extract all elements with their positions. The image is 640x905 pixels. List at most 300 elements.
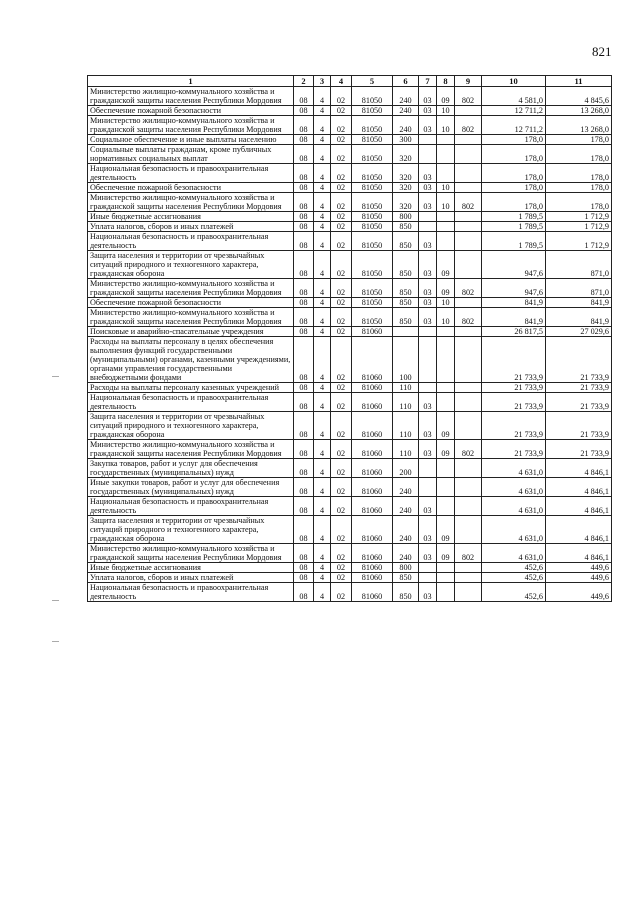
cell-expense-type: 850 bbox=[393, 583, 419, 602]
cell-code-4: 02 bbox=[331, 478, 352, 497]
cell-target-code: 81060 bbox=[352, 563, 393, 573]
cell-amount-year-2: 1 712,9 bbox=[546, 232, 612, 251]
cell-amount-year-1: 841,9 bbox=[482, 298, 546, 308]
cell-subsection: 10 bbox=[437, 183, 455, 193]
cell-expense-type bbox=[393, 327, 419, 337]
cell-amount-year-1: 178,0 bbox=[482, 145, 546, 164]
cell-amount-year-2: 4 846,1 bbox=[546, 544, 612, 563]
table-row bbox=[88, 478, 612, 497]
cell-subsection: 09 bbox=[437, 544, 455, 563]
cell-code-4: 02 bbox=[331, 583, 352, 602]
cell-name: Защита населения и территории от чрезвычайных ситуаций природного и техногенного характера, гражданская оборона bbox=[88, 516, 294, 544]
cell-amount-year-1: 452,6 bbox=[482, 583, 546, 602]
cell-code-3: 4 bbox=[314, 583, 331, 602]
cell-code-3: 4 bbox=[314, 222, 331, 232]
cell-subsection bbox=[437, 459, 455, 478]
table-row bbox=[88, 583, 612, 602]
cell-section: 03 bbox=[419, 232, 437, 251]
cell-amount-year-1: 26 817,5 bbox=[482, 327, 546, 337]
table-row bbox=[88, 544, 612, 563]
cell-ministry-code: 08 bbox=[294, 87, 314, 106]
cell-amount-year-1: 4 631,0 bbox=[482, 516, 546, 544]
cell-target-code: 81050 bbox=[352, 251, 393, 279]
table-row bbox=[88, 298, 612, 308]
cell-grbs bbox=[455, 327, 482, 337]
cell-grbs bbox=[455, 183, 482, 193]
cell-grbs bbox=[455, 222, 482, 232]
cell-target-code: 81050 bbox=[352, 279, 393, 298]
cell-code-4: 02 bbox=[331, 116, 352, 135]
cell-name: Министерство жилищно-коммунального хозяйства и гражданской защиты населения Республики Мордовия bbox=[88, 193, 294, 212]
cell-amount-year-2: 21 733,9 bbox=[546, 440, 612, 459]
cell-section: 03 bbox=[419, 279, 437, 298]
cell-name: Обеспечение пожарной безопасности bbox=[88, 298, 294, 308]
column-header: 6 bbox=[393, 76, 419, 87]
cell-ministry-code: 08 bbox=[294, 573, 314, 583]
cell-code-3: 4 bbox=[314, 478, 331, 497]
cell-grbs bbox=[455, 164, 482, 183]
cell-code-3: 4 bbox=[314, 383, 331, 393]
cell-expense-type: 800 bbox=[393, 563, 419, 573]
cell-code-4: 02 bbox=[331, 279, 352, 298]
cell-amount-year-2: 178,0 bbox=[546, 193, 612, 212]
cell-target-code: 81060 bbox=[352, 459, 393, 478]
cell-grbs bbox=[455, 145, 482, 164]
cell-amount-year-1: 178,0 bbox=[482, 193, 546, 212]
cell-amount-year-1: 21 733,9 bbox=[482, 440, 546, 459]
cell-code-3: 4 bbox=[314, 116, 331, 135]
cell-grbs: 802 bbox=[455, 116, 482, 135]
cell-section bbox=[419, 383, 437, 393]
cell-amount-year-1: 178,0 bbox=[482, 183, 546, 193]
cell-target-code: 81050 bbox=[352, 87, 393, 106]
cell-expense-type: 100 bbox=[393, 337, 419, 383]
cell-section: 03 bbox=[419, 193, 437, 212]
cell-amount-year-2: 871,0 bbox=[546, 279, 612, 298]
cell-subsection: 09 bbox=[437, 87, 455, 106]
cell-code-3: 4 bbox=[314, 106, 331, 116]
cell-name: Поисковые и аварийно-спасательные учреждения bbox=[88, 327, 294, 337]
cell-name: Национальная безопасность и правоохранительная деятельность bbox=[88, 497, 294, 516]
cell-section: 03 bbox=[419, 393, 437, 412]
cell-amount-year-1: 4 631,0 bbox=[482, 497, 546, 516]
cell-subsection: 10 bbox=[437, 116, 455, 135]
table-row bbox=[88, 383, 612, 393]
cell-target-code: 81060 bbox=[352, 544, 393, 563]
cell-grbs: 802 bbox=[455, 544, 482, 563]
cell-name: Социальные выплаты гражданам, кроме публичных нормативных социальных выплат bbox=[88, 145, 294, 164]
cell-target-code: 81050 bbox=[352, 164, 393, 183]
cell-code-3: 4 bbox=[314, 393, 331, 412]
table-row bbox=[88, 106, 612, 116]
budget-table bbox=[87, 75, 612, 602]
cell-subsection bbox=[437, 135, 455, 145]
cell-grbs bbox=[455, 232, 482, 251]
cell-expense-type: 110 bbox=[393, 440, 419, 459]
cell-amount-year-1: 452,6 bbox=[482, 563, 546, 573]
cell-name: Национальная безопасность и правоохранительная деятельность bbox=[88, 164, 294, 183]
cell-expense-type: 240 bbox=[393, 87, 419, 106]
cell-ministry-code: 08 bbox=[294, 145, 314, 164]
cell-code-3: 4 bbox=[314, 279, 331, 298]
cell-ministry-code: 08 bbox=[294, 544, 314, 563]
cell-amount-year-2: 871,0 bbox=[546, 251, 612, 279]
cell-amount-year-1: 12 711,2 bbox=[482, 106, 546, 116]
cell-name: Уплата налогов, сборов и иных платежей bbox=[88, 573, 294, 583]
column-header: 9 bbox=[455, 76, 482, 87]
cell-expense-type: 850 bbox=[393, 308, 419, 327]
cell-name: Закупка товаров, работ и услуг для обеспечения государственных (муниципальных) нужд bbox=[88, 459, 294, 478]
cell-code-3: 4 bbox=[314, 412, 331, 440]
cell-subsection bbox=[437, 497, 455, 516]
cell-grbs bbox=[455, 106, 482, 116]
cell-amount-year-1: 947,6 bbox=[482, 251, 546, 279]
cell-amount-year-2: 4 846,1 bbox=[546, 497, 612, 516]
margin-mark bbox=[52, 641, 59, 642]
cell-amount-year-1: 4 581,0 bbox=[482, 87, 546, 106]
cell-amount-year-2: 4 846,1 bbox=[546, 478, 612, 497]
cell-target-code: 81050 bbox=[352, 193, 393, 212]
cell-name: Национальная безопасность и правоохранительная деятельность bbox=[88, 393, 294, 412]
cell-subsection: 09 bbox=[437, 412, 455, 440]
cell-code-3: 4 bbox=[314, 145, 331, 164]
cell-ministry-code: 08 bbox=[294, 327, 314, 337]
cell-target-code: 81060 bbox=[352, 516, 393, 544]
table-row bbox=[88, 393, 612, 412]
cell-ministry-code: 08 bbox=[294, 232, 314, 251]
cell-amount-year-1: 12 711,2 bbox=[482, 116, 546, 135]
cell-amount-year-2: 4 846,1 bbox=[546, 459, 612, 478]
cell-code-3: 4 bbox=[314, 573, 331, 583]
cell-section bbox=[419, 337, 437, 383]
table-row bbox=[88, 573, 612, 583]
cell-subsection: 10 bbox=[437, 298, 455, 308]
cell-expense-type: 240 bbox=[393, 544, 419, 563]
cell-target-code: 81050 bbox=[352, 222, 393, 232]
table-row bbox=[88, 327, 612, 337]
cell-section: 03 bbox=[419, 183, 437, 193]
cell-code-3: 4 bbox=[314, 337, 331, 383]
cell-target-code: 81060 bbox=[352, 497, 393, 516]
cell-amount-year-2: 13 268,0 bbox=[546, 116, 612, 135]
column-header: 3 bbox=[314, 76, 331, 87]
cell-amount-year-1: 4 631,0 bbox=[482, 478, 546, 497]
cell-target-code: 81060 bbox=[352, 412, 393, 440]
cell-grbs: 802 bbox=[455, 308, 482, 327]
cell-ministry-code: 08 bbox=[294, 337, 314, 383]
cell-code-4: 02 bbox=[331, 106, 352, 116]
cell-name: Национальная безопасность и правоохранительная деятельность bbox=[88, 232, 294, 251]
column-header: 1 bbox=[88, 76, 294, 87]
cell-section: 03 bbox=[419, 516, 437, 544]
cell-section bbox=[419, 145, 437, 164]
cell-target-code: 81060 bbox=[352, 478, 393, 497]
cell-grbs bbox=[455, 251, 482, 279]
cell-grbs bbox=[455, 212, 482, 222]
cell-name: Национальная безопасность и правоохранительная деятельность bbox=[88, 583, 294, 602]
cell-target-code: 81060 bbox=[352, 383, 393, 393]
cell-amount-year-2: 178,0 bbox=[546, 164, 612, 183]
cell-code-4: 02 bbox=[331, 563, 352, 573]
cell-code-4: 02 bbox=[331, 232, 352, 251]
cell-section: 03 bbox=[419, 251, 437, 279]
cell-code-3: 4 bbox=[314, 308, 331, 327]
cell-amount-year-2: 449,6 bbox=[546, 573, 612, 583]
cell-ministry-code: 08 bbox=[294, 583, 314, 602]
cell-code-3: 4 bbox=[314, 516, 331, 544]
cell-name: Министерство жилищно-коммунального хозяйства и гражданской защиты населения Республики Мордовия bbox=[88, 308, 294, 327]
cell-section bbox=[419, 573, 437, 583]
cell-amount-year-1: 21 733,9 bbox=[482, 412, 546, 440]
cell-code-3: 4 bbox=[314, 193, 331, 212]
cell-amount-year-2: 841,9 bbox=[546, 298, 612, 308]
margin-mark bbox=[52, 376, 59, 377]
cell-expense-type: 320 bbox=[393, 164, 419, 183]
cell-grbs: 802 bbox=[455, 279, 482, 298]
table-header-row bbox=[88, 76, 612, 87]
cell-expense-type: 300 bbox=[393, 135, 419, 145]
cell-subsection bbox=[437, 232, 455, 251]
cell-section bbox=[419, 327, 437, 337]
table-row bbox=[88, 459, 612, 478]
cell-ministry-code: 08 bbox=[294, 298, 314, 308]
cell-ministry-code: 08 bbox=[294, 212, 314, 222]
cell-name: Министерство жилищно-коммунального хозяйства и гражданской защиты населения Республики Мордовия bbox=[88, 544, 294, 563]
cell-grbs bbox=[455, 563, 482, 573]
cell-ministry-code: 08 bbox=[294, 251, 314, 279]
cell-code-3: 4 bbox=[314, 251, 331, 279]
cell-expense-type: 110 bbox=[393, 383, 419, 393]
cell-ministry-code: 08 bbox=[294, 116, 314, 135]
cell-code-3: 4 bbox=[314, 298, 331, 308]
cell-expense-type: 850 bbox=[393, 232, 419, 251]
cell-amount-year-2: 21 733,9 bbox=[546, 412, 612, 440]
cell-amount-year-2: 13 268,0 bbox=[546, 106, 612, 116]
cell-target-code: 81050 bbox=[352, 183, 393, 193]
cell-code-4: 02 bbox=[331, 459, 352, 478]
cell-ministry-code: 08 bbox=[294, 497, 314, 516]
cell-subsection bbox=[437, 222, 455, 232]
cell-amount-year-2: 21 733,9 bbox=[546, 337, 612, 383]
table-row bbox=[88, 135, 612, 145]
cell-target-code: 81050 bbox=[352, 232, 393, 251]
table-row bbox=[88, 337, 612, 383]
cell-expense-type: 320 bbox=[393, 145, 419, 164]
cell-subsection bbox=[437, 383, 455, 393]
cell-grbs bbox=[455, 478, 482, 497]
cell-ministry-code: 08 bbox=[294, 478, 314, 497]
cell-expense-type: 850 bbox=[393, 279, 419, 298]
table-row bbox=[88, 412, 612, 440]
cell-code-4: 02 bbox=[331, 337, 352, 383]
cell-amount-year-1: 1 789,5 bbox=[482, 212, 546, 222]
table-row bbox=[88, 145, 612, 164]
table-body bbox=[88, 87, 612, 602]
cell-name: Обеспечение пожарной безопасности bbox=[88, 183, 294, 193]
cell-amount-year-2: 178,0 bbox=[546, 183, 612, 193]
cell-name: Защита населения и территории от чрезвычайных ситуаций природного и техногенного характера, гражданская оборона bbox=[88, 412, 294, 440]
cell-code-4: 02 bbox=[331, 135, 352, 145]
cell-grbs bbox=[455, 337, 482, 383]
cell-amount-year-2: 21 733,9 bbox=[546, 383, 612, 393]
cell-code-3: 4 bbox=[314, 232, 331, 251]
cell-amount-year-2: 4 845,6 bbox=[546, 87, 612, 106]
cell-subsection: 09 bbox=[437, 440, 455, 459]
cell-amount-year-2: 178,0 bbox=[546, 135, 612, 145]
cell-amount-year-2: 21 733,9 bbox=[546, 393, 612, 412]
cell-subsection: 09 bbox=[437, 516, 455, 544]
cell-section: 03 bbox=[419, 308, 437, 327]
cell-target-code: 81060 bbox=[352, 393, 393, 412]
cell-ministry-code: 08 bbox=[294, 412, 314, 440]
table-row bbox=[88, 497, 612, 516]
cell-amount-year-1: 21 733,9 bbox=[482, 383, 546, 393]
page-number: 821 bbox=[592, 44, 612, 59]
cell-expense-type: 240 bbox=[393, 516, 419, 544]
cell-amount-year-2: 178,0 bbox=[546, 145, 612, 164]
column-header: 11 bbox=[546, 76, 612, 87]
cell-code-4: 02 bbox=[331, 393, 352, 412]
cell-section: 03 bbox=[419, 164, 437, 183]
cell-code-4: 02 bbox=[331, 308, 352, 327]
table-row bbox=[88, 440, 612, 459]
cell-code-4: 02 bbox=[331, 164, 352, 183]
column-header: 4 bbox=[331, 76, 352, 87]
cell-code-3: 4 bbox=[314, 183, 331, 193]
cell-amount-year-2: 1 712,9 bbox=[546, 222, 612, 232]
table-row bbox=[88, 212, 612, 222]
cell-amount-year-1: 841,9 bbox=[482, 308, 546, 327]
cell-section: 03 bbox=[419, 106, 437, 116]
column-header: 7 bbox=[419, 76, 437, 87]
cell-amount-year-1: 452,6 bbox=[482, 573, 546, 583]
cell-code-4: 02 bbox=[331, 183, 352, 193]
cell-ministry-code: 08 bbox=[294, 135, 314, 145]
cell-subsection bbox=[437, 337, 455, 383]
cell-name: Обеспечение пожарной безопасности bbox=[88, 106, 294, 116]
cell-subsection bbox=[437, 212, 455, 222]
cell-target-code: 81050 bbox=[352, 145, 393, 164]
cell-name: Министерство жилищно-коммунального хозяйства и гражданской защиты населения Республики Мордовия bbox=[88, 279, 294, 298]
cell-expense-type: 240 bbox=[393, 106, 419, 116]
cell-expense-type: 800 bbox=[393, 212, 419, 222]
cell-ministry-code: 08 bbox=[294, 563, 314, 573]
cell-ministry-code: 08 bbox=[294, 193, 314, 212]
column-header: 2 bbox=[294, 76, 314, 87]
cell-code-4: 02 bbox=[331, 327, 352, 337]
cell-expense-type: 200 bbox=[393, 459, 419, 478]
cell-subsection bbox=[437, 573, 455, 583]
cell-expense-type: 850 bbox=[393, 222, 419, 232]
cell-grbs bbox=[455, 298, 482, 308]
cell-code-4: 02 bbox=[331, 383, 352, 393]
cell-subsection: 10 bbox=[437, 106, 455, 116]
cell-code-3: 4 bbox=[314, 87, 331, 106]
cell-target-code: 81050 bbox=[352, 212, 393, 222]
cell-ministry-code: 08 bbox=[294, 164, 314, 183]
cell-target-code: 81050 bbox=[352, 298, 393, 308]
cell-grbs bbox=[455, 383, 482, 393]
cell-code-3: 4 bbox=[314, 459, 331, 478]
cell-amount-year-1: 4 631,0 bbox=[482, 459, 546, 478]
cell-name: Иные бюджетные ассигнования bbox=[88, 563, 294, 573]
cell-expense-type: 240 bbox=[393, 497, 419, 516]
cell-target-code: 81050 bbox=[352, 135, 393, 145]
cell-code-4: 02 bbox=[331, 544, 352, 563]
cell-name: Уплата налогов, сборов и иных платежей bbox=[88, 222, 294, 232]
cell-grbs bbox=[455, 573, 482, 583]
cell-amount-year-2: 27 029,6 bbox=[546, 327, 612, 337]
cell-code-3: 4 bbox=[314, 440, 331, 459]
cell-code-3: 4 bbox=[314, 497, 331, 516]
cell-section: 03 bbox=[419, 583, 437, 602]
cell-name: Иные закупки товаров, работ и услуг для обеспечения государственных (муниципальных) нужд bbox=[88, 478, 294, 497]
cell-subsection bbox=[437, 563, 455, 573]
cell-section bbox=[419, 563, 437, 573]
cell-amount-year-1: 4 631,0 bbox=[482, 544, 546, 563]
cell-name: Министерство жилищно-коммунального хозяйства и гражданской защиты населения Республики Мордовия bbox=[88, 87, 294, 106]
cell-code-3: 4 bbox=[314, 135, 331, 145]
cell-code-4: 02 bbox=[331, 212, 352, 222]
cell-amount-year-2: 449,6 bbox=[546, 583, 612, 602]
cell-target-code: 81060 bbox=[352, 440, 393, 459]
cell-ministry-code: 08 bbox=[294, 308, 314, 327]
cell-amount-year-2: 449,6 bbox=[546, 563, 612, 573]
cell-expense-type: 320 bbox=[393, 183, 419, 193]
cell-code-4: 02 bbox=[331, 193, 352, 212]
cell-subsection: 10 bbox=[437, 193, 455, 212]
cell-amount-year-2: 1 712,9 bbox=[546, 212, 612, 222]
table-row bbox=[88, 222, 612, 232]
cell-code-3: 4 bbox=[314, 327, 331, 337]
table-row bbox=[88, 251, 612, 279]
cell-amount-year-1: 1 789,5 bbox=[482, 222, 546, 232]
column-header: 8 bbox=[437, 76, 455, 87]
cell-ministry-code: 08 bbox=[294, 459, 314, 478]
table-row bbox=[88, 116, 612, 135]
cell-name: Защита населения и территории от чрезвычайных ситуаций природного и техногенного характера, гражданская оборона bbox=[88, 251, 294, 279]
cell-ministry-code: 08 bbox=[294, 440, 314, 459]
column-header: 10 bbox=[482, 76, 546, 87]
cell-name: Министерство жилищно-коммунального хозяйства и гражданской защиты населения Республики Мордовия bbox=[88, 116, 294, 135]
cell-subsection bbox=[437, 145, 455, 164]
cell-expense-type: 850 bbox=[393, 573, 419, 583]
cell-ministry-code: 08 bbox=[294, 383, 314, 393]
table-row bbox=[88, 232, 612, 251]
cell-section: 03 bbox=[419, 116, 437, 135]
cell-expense-type: 110 bbox=[393, 412, 419, 440]
cell-subsection bbox=[437, 393, 455, 412]
cell-amount-year-1: 21 733,9 bbox=[482, 337, 546, 383]
margin-mark bbox=[52, 600, 59, 601]
table-row bbox=[88, 164, 612, 183]
cell-expense-type: 850 bbox=[393, 251, 419, 279]
cell-code-3: 4 bbox=[314, 544, 331, 563]
cell-section: 03 bbox=[419, 544, 437, 563]
cell-name: Расходы на выплаты персоналу в целях обеспечения выполнения функций государственными (муниципальными) органами, казенными учреждениями, органами управления государственными внебюджетными фондами bbox=[88, 337, 294, 383]
cell-amount-year-1: 1 789,5 bbox=[482, 232, 546, 251]
cell-target-code: 81060 bbox=[352, 573, 393, 583]
cell-section bbox=[419, 222, 437, 232]
cell-name: Расходы на выплаты персоналу казенных учреждений bbox=[88, 383, 294, 393]
cell-expense-type: 240 bbox=[393, 478, 419, 497]
cell-section: 03 bbox=[419, 87, 437, 106]
cell-subsection: 09 bbox=[437, 251, 455, 279]
cell-grbs bbox=[455, 459, 482, 478]
cell-target-code: 81050 bbox=[352, 116, 393, 135]
cell-grbs: 802 bbox=[455, 440, 482, 459]
cell-name: Социальное обеспечение и иные выплаты населению bbox=[88, 135, 294, 145]
